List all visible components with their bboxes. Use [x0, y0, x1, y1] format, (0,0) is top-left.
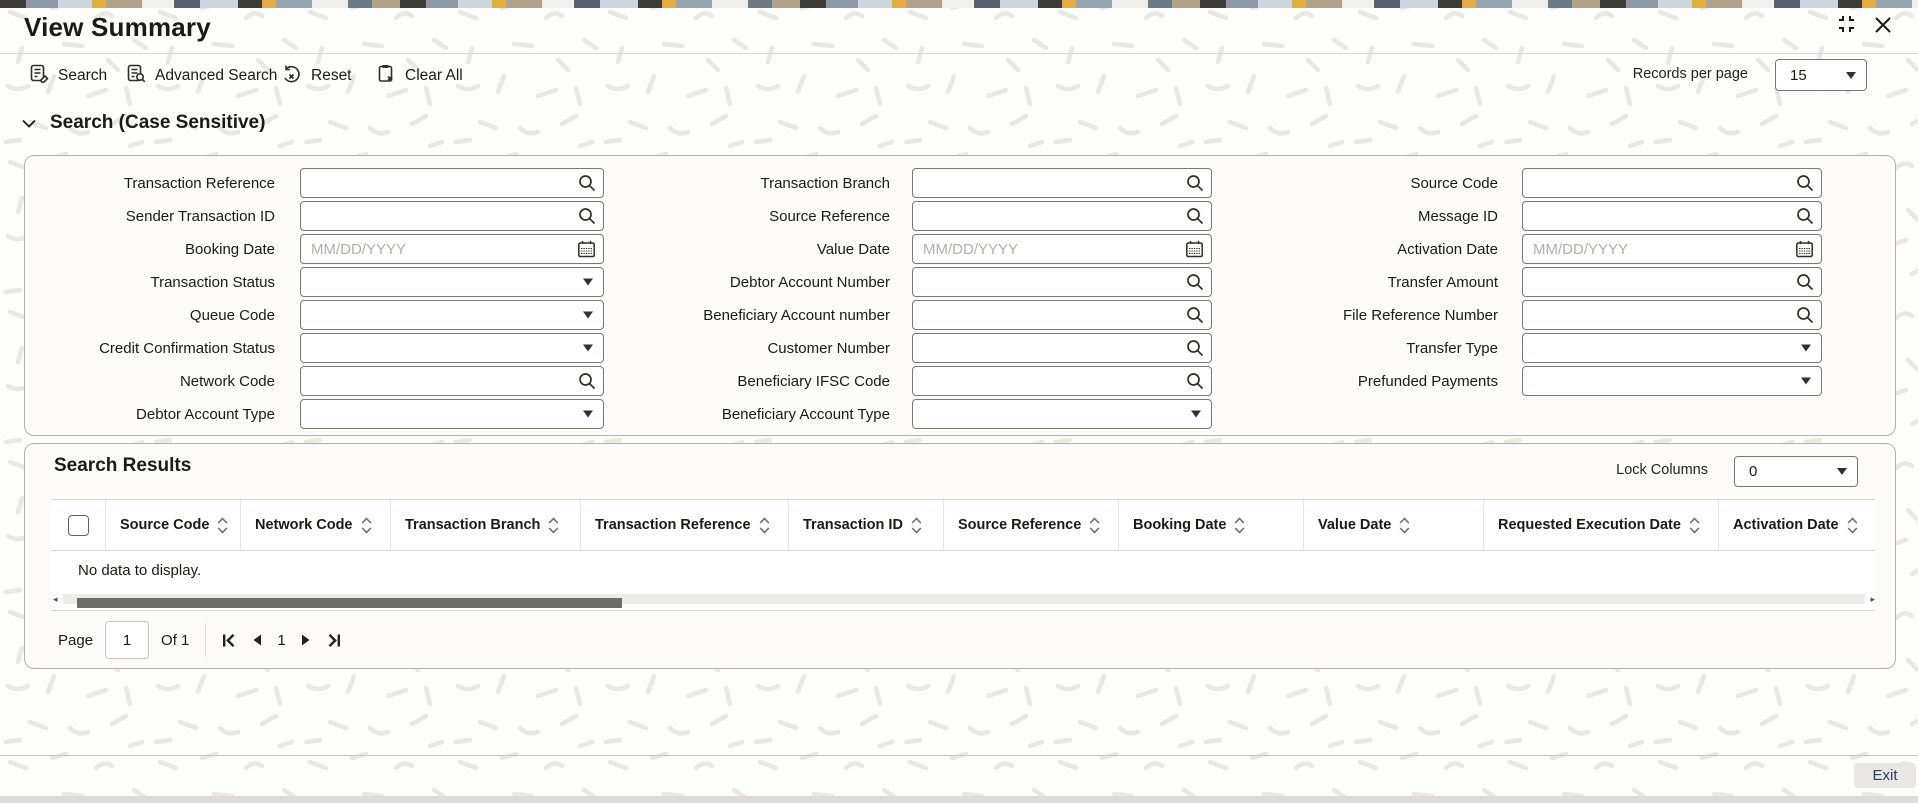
- search-fields-column-1: [25, 168, 604, 432]
- source-code-input[interactable]: [1523, 169, 1821, 197]
- sender-transaction-id-field: [300, 201, 604, 231]
- transfer-amount-input[interactable]: [1523, 268, 1821, 296]
- records-per-page-select[interactable]: [1775, 59, 1867, 91]
- sort-updown-icon[interactable]: [361, 517, 372, 534]
- footer-divider: [0, 755, 1918, 756]
- search-fields-column-3: [1247, 168, 1822, 399]
- page-title: View Summary: [24, 12, 211, 42]
- transfer-type-field-row: [1247, 333, 1822, 363]
- queue-code-field-row: [25, 300, 604, 330]
- file-reference-number-label: File Reference Number: [1342, 306, 1498, 324]
- booking-date-field: [300, 234, 604, 264]
- search-form-icon: [30, 64, 49, 88]
- clear-all-button[interactable]: [377, 62, 463, 90]
- title-divider: [0, 53, 1918, 54]
- transaction-reference-input[interactable]: [301, 169, 603, 197]
- transaction-status-field: [300, 267, 604, 297]
- prefunded-payments-input[interactable]: [1523, 367, 1821, 395]
- file-reference-number-field-row: [1247, 300, 1822, 330]
- customer-number-input[interactable]: [913, 334, 1211, 362]
- sort-updown-icon[interactable]: [1847, 517, 1858, 534]
- file-reference-number-field: [1522, 300, 1822, 330]
- column-header-source-code[interactable]: [106, 500, 241, 550]
- credit-confirmation-status-field-row: [25, 333, 604, 363]
- search-button-label: Search: [58, 67, 108, 84]
- chevron-down-icon[interactable]: [583, 411, 593, 418]
- close-icon[interactable]: [1872, 14, 1894, 41]
- scrollbar-track[interactable]: [63, 594, 1865, 604]
- debtor-account-type-field-row: [25, 399, 604, 429]
- calendar-icon[interactable]: [1185, 240, 1204, 259]
- search-icon[interactable]: [1186, 306, 1204, 324]
- lock-columns-select[interactable]: [1734, 456, 1858, 487]
- column-header-label: Source Code: [120, 517, 210, 533]
- results-table: [51, 499, 1875, 611]
- chevron-down-icon: [1846, 72, 1856, 79]
- results-table-header-row: [51, 499, 1875, 551]
- debtor-account-number-field-row: [638, 267, 1212, 297]
- advanced-search-button-label: Advanced Search: [155, 67, 278, 84]
- records-per-page-label: Records per page: [1632, 66, 1748, 82]
- column-header-transaction-id[interactable]: [789, 500, 944, 550]
- beneficiary-account-number-field: [912, 300, 1212, 330]
- transfer-type-input[interactable]: [1523, 334, 1821, 362]
- transaction-reference-label: Transaction Reference: [123, 174, 275, 192]
- column-header-value-date[interactable]: [1304, 500, 1484, 550]
- value-date-field-row: [638, 234, 1212, 264]
- pagination-divider: [205, 623, 206, 657]
- message-id-label: Message ID: [1417, 207, 1498, 225]
- search-results-panel: [24, 443, 1896, 669]
- column-header-label: Transaction Branch: [405, 517, 541, 533]
- beneficiary-account-number-input[interactable]: [913, 301, 1211, 329]
- chevron-down-icon[interactable]: [583, 345, 593, 352]
- transaction-branch-field-row: [638, 168, 1212, 198]
- source-reference-input[interactable]: [913, 202, 1211, 230]
- debtor-account-number-input[interactable]: [913, 268, 1211, 296]
- page-of-label: Of 1: [161, 631, 190, 649]
- reset-icon: [282, 64, 302, 88]
- page-label: Page: [58, 631, 94, 649]
- prefunded-payments-field-row: [1247, 366, 1822, 396]
- search-section-title: Search (Case Sensitive): [50, 112, 266, 133]
- transaction-branch-field: [912, 168, 1212, 198]
- search-button[interactable]: [30, 62, 107, 90]
- search-criteria-panel: [24, 155, 1896, 436]
- network-code-field: [300, 366, 604, 396]
- select-all-header-cell: [51, 500, 106, 550]
- search-icon[interactable]: [1186, 207, 1204, 225]
- transaction-status-field-row: [25, 267, 604, 297]
- column-header-label: Network Code: [255, 517, 353, 533]
- queue-code-field: [300, 300, 604, 330]
- scroll-right-icon[interactable]: ▸: [1870, 594, 1875, 604]
- column-header-activation-date[interactable]: [1719, 500, 1875, 550]
- search-results-title: Search Results: [54, 455, 192, 476]
- column-header-source-reference[interactable]: [944, 500, 1119, 550]
- restore-layout-icon[interactable]: [1836, 14, 1858, 39]
- transaction-branch-label: Transaction Branch: [760, 174, 890, 192]
- transfer-amount-field-row: [1247, 267, 1822, 297]
- column-header-network-code[interactable]: [241, 500, 391, 550]
- transfer-type-label: Transfer Type: [1406, 339, 1498, 357]
- sort-updown-icon[interactable]: [1234, 517, 1245, 534]
- source-reference-label: Source Reference: [769, 207, 890, 225]
- booking-date-label: Booking Date: [184, 240, 275, 258]
- sender-transaction-id-input[interactable]: [301, 202, 603, 230]
- calendar-icon[interactable]: [577, 240, 596, 259]
- search-icon[interactable]: [578, 372, 596, 390]
- transfer-amount-label: Transfer Amount: [1387, 273, 1498, 291]
- current-page-number[interactable]: 1: [277, 631, 286, 649]
- reset-button-label: Reset: [311, 67, 352, 84]
- sender-transaction-id-field-row: [25, 201, 604, 231]
- prefunded-payments-label: Prefunded Payments: [1357, 372, 1498, 390]
- column-header-transaction-branch[interactable]: [391, 500, 581, 550]
- chevron-down-icon[interactable]: [1801, 345, 1811, 352]
- sort-updown-icon[interactable]: [217, 517, 228, 534]
- sort-updown-icon[interactable]: [759, 517, 770, 534]
- beneficiary-account-type-field: [912, 399, 1212, 429]
- chevron-down-icon[interactable]: [583, 279, 593, 286]
- first-page-icon[interactable]: [222, 633, 237, 648]
- search-icon[interactable]: [1186, 174, 1204, 192]
- activation-date-input[interactable]: [1523, 235, 1821, 263]
- customer-number-field: [912, 333, 1212, 363]
- beneficiary-account-number-label: Beneficiary Account number: [703, 306, 890, 324]
- message-id-input[interactable]: [1523, 202, 1821, 230]
- beneficiary-account-number-field-row: [638, 300, 1212, 330]
- next-page-icon[interactable]: [301, 634, 311, 646]
- search-icon[interactable]: [1186, 273, 1204, 291]
- queue-code-input[interactable]: [301, 301, 603, 329]
- source-reference-field-row: [638, 201, 1212, 231]
- column-header-label: Activation Date: [1733, 517, 1839, 533]
- debtor-account-type-label: Debtor Account Type: [136, 405, 275, 423]
- source-reference-field: [912, 201, 1212, 231]
- sender-transaction-id-label: Sender Transaction ID: [125, 207, 275, 225]
- search-icon[interactable]: [1186, 372, 1204, 390]
- sort-updown-icon[interactable]: [911, 517, 922, 534]
- beneficiary-account-type-input[interactable]: [913, 400, 1211, 428]
- previous-page-icon[interactable]: [252, 634, 262, 646]
- column-header-transaction-reference[interactable]: [581, 500, 789, 550]
- source-code-field-row: [1247, 168, 1822, 198]
- transaction-reference-field-row: [25, 168, 604, 198]
- customer-number-field-row: [638, 333, 1212, 363]
- source-code-label: Source Code: [1410, 174, 1498, 192]
- reset-button[interactable]: [282, 62, 352, 90]
- clear-all-icon: [377, 64, 396, 88]
- page-number-input[interactable]: [105, 621, 149, 659]
- chevron-down-icon: [1837, 468, 1847, 475]
- empty-table-message: No data to display.: [51, 551, 1875, 590]
- column-header-label: Source Reference: [958, 517, 1082, 533]
- records-per-page-value: 15: [1790, 66, 1807, 84]
- beneficiary-account-type-label: Beneficiary Account Type: [721, 405, 890, 423]
- debtor-account-number-label: Debtor Account Number: [729, 273, 890, 291]
- prefunded-payments-field: [1522, 366, 1822, 396]
- booking-date-input[interactable]: [301, 235, 603, 263]
- activation-date-label: Activation Date: [1397, 240, 1498, 258]
- chevron-down-icon[interactable]: [1801, 378, 1811, 385]
- search-icon[interactable]: [578, 207, 596, 225]
- value-date-label: Value Date: [816, 240, 890, 258]
- calendar-icon[interactable]: [1795, 240, 1814, 259]
- sort-updown-icon[interactable]: [1689, 517, 1700, 534]
- beneficiary-ifsc-code-label: Beneficiary IFSC Code: [737, 372, 890, 390]
- credit-confirmation-status-input[interactable]: [301, 334, 603, 362]
- debtor-account-type-field: [300, 399, 604, 429]
- queue-code-label: Queue Code: [189, 306, 275, 324]
- source-code-field: [1522, 168, 1822, 198]
- lock-columns-label: Lock Columns: [1616, 462, 1708, 478]
- search-icon[interactable]: [1796, 306, 1814, 324]
- pagination-bar: [58, 616, 341, 664]
- desktop-strip-bottom: [0, 796, 1918, 803]
- beneficiary-ifsc-code-field: [912, 366, 1212, 396]
- credit-confirmation-status-field: [300, 333, 604, 363]
- transaction-status-label: Transaction Status: [150, 273, 275, 291]
- chevron-down-icon[interactable]: [583, 312, 593, 319]
- select-all-checkbox[interactable]: [68, 515, 89, 536]
- file-reference-number-input[interactable]: [1523, 301, 1821, 329]
- debtor-account-number-field: [912, 267, 1212, 297]
- value-date-input[interactable]: [913, 235, 1211, 263]
- chevron-down-icon: [22, 119, 36, 128]
- exit-button[interactable]: Exit: [1854, 763, 1916, 788]
- last-page-icon[interactable]: [326, 633, 341, 648]
- sort-updown-icon[interactable]: [1089, 517, 1100, 534]
- advanced-search-icon: [127, 64, 146, 88]
- horizontal-scrollbar: [51, 590, 1875, 611]
- column-header-label: Requested Execution Date: [1498, 517, 1681, 533]
- sort-updown-icon[interactable]: [1399, 517, 1410, 534]
- beneficiary-ifsc-code-input[interactable]: [913, 367, 1211, 395]
- column-header-label: Value Date: [1318, 517, 1392, 533]
- customer-number-label: Customer Number: [767, 339, 890, 357]
- scrollbar-thumb[interactable]: [77, 598, 622, 608]
- scroll-left-icon[interactable]: ◂: [53, 594, 58, 604]
- search-icon[interactable]: [578, 174, 596, 192]
- column-header-label: Booking Date: [1133, 517, 1227, 533]
- column-header-booking-date[interactable]: [1119, 500, 1304, 550]
- network-code-field-row: [25, 366, 604, 396]
- value-date-field: [912, 234, 1212, 264]
- beneficiary-account-type-field-row: [638, 399, 1212, 429]
- credit-confirmation-status-label: Credit Confirmation Status: [99, 339, 275, 357]
- message-id-field-row: [1247, 201, 1822, 231]
- desktop-camo-strip-top: [0, 0, 1918, 8]
- lock-columns-value: 0: [1749, 463, 1758, 480]
- search-icon[interactable]: [1796, 174, 1814, 192]
- transaction-reference-field: [300, 168, 604, 198]
- activation-date-field-row: [1247, 234, 1822, 264]
- pagination-nav: [222, 632, 340, 649]
- booking-date-field-row: [25, 234, 604, 264]
- column-header-requested-execution-date[interactable]: [1484, 500, 1719, 550]
- search-section-toggle[interactable]: [22, 112, 265, 134]
- transfer-amount-field: [1522, 267, 1822, 297]
- beneficiary-ifsc-code-field-row: [638, 366, 1212, 396]
- search-icon[interactable]: [1186, 339, 1204, 357]
- transaction-branch-input[interactable]: [913, 169, 1211, 197]
- chevron-down-icon[interactable]: [1191, 411, 1201, 418]
- search-icon[interactable]: [1796, 207, 1814, 225]
- activation-date-field: [1522, 234, 1822, 264]
- transfer-type-field: [1522, 333, 1822, 363]
- search-fields-column-2: [638, 168, 1212, 432]
- advanced-search-button[interactable]: [127, 62, 277, 90]
- transaction-status-input[interactable]: [301, 268, 603, 296]
- message-id-field: [1522, 201, 1822, 231]
- network-code-label: Network Code: [179, 372, 275, 390]
- debtor-account-type-input[interactable]: [301, 400, 603, 428]
- clear-all-button-label: Clear All: [405, 67, 463, 84]
- sort-updown-icon[interactable]: [548, 517, 559, 534]
- network-code-input[interactable]: [301, 367, 603, 395]
- column-header-label: Transaction ID: [803, 517, 903, 533]
- search-icon[interactable]: [1796, 273, 1814, 291]
- column-header-label: Transaction Reference: [595, 517, 751, 533]
